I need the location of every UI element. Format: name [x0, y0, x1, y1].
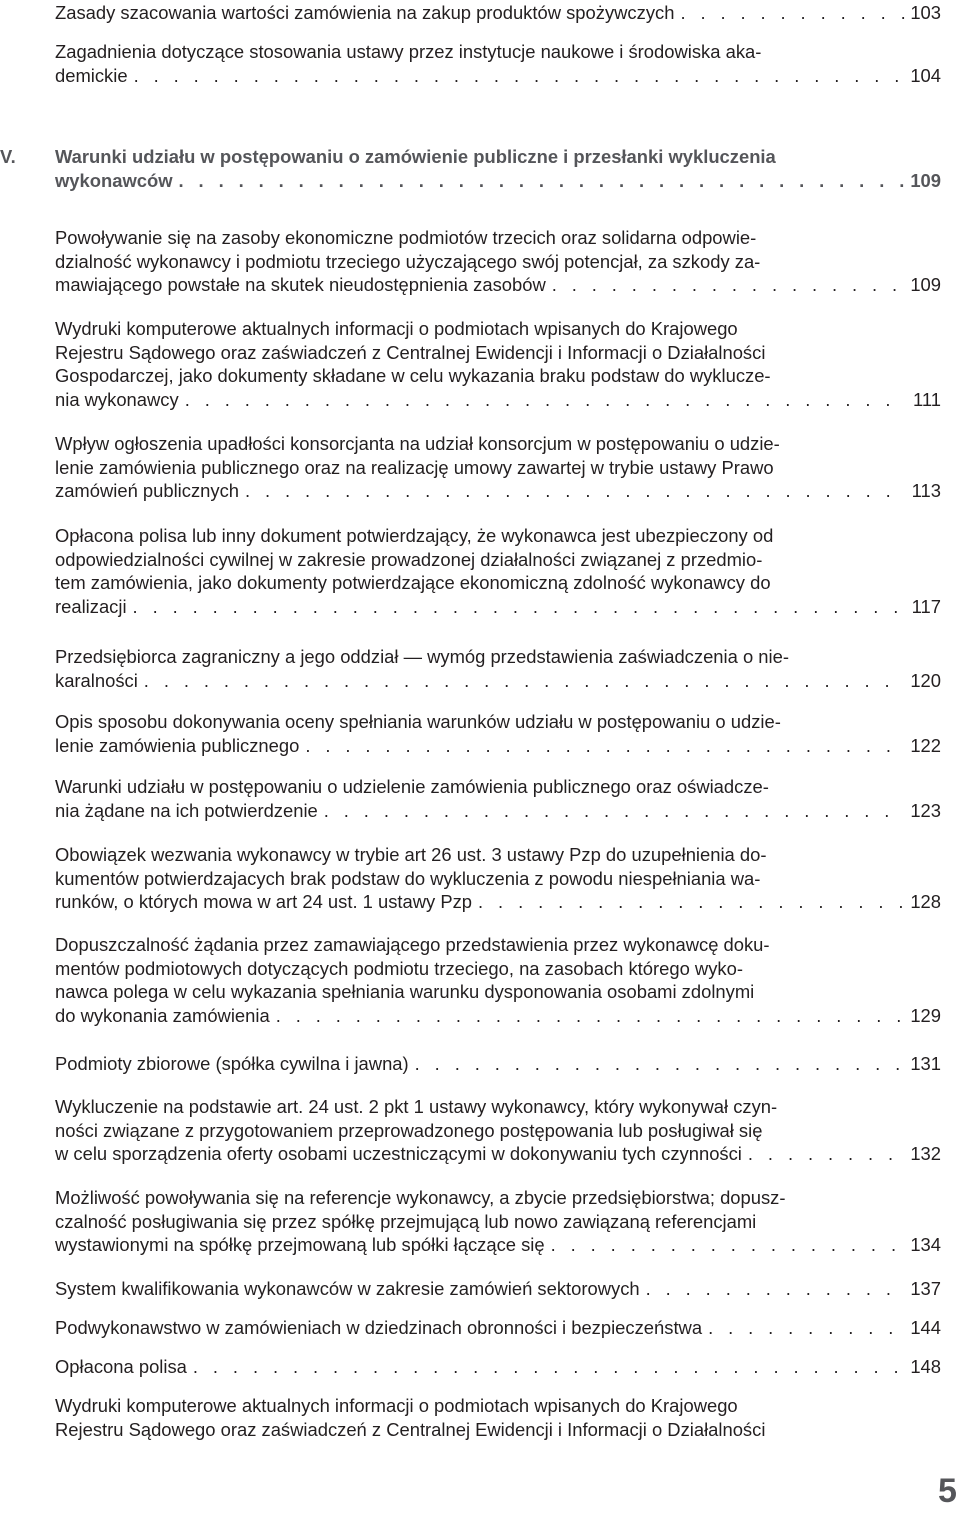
- toc-entry-last-line: [55, 169, 941, 193]
- toc-entry: [55, 933, 941, 1027]
- toc-entry-title: lenie zamówienia publicznego: [55, 734, 300, 756]
- toc-entry-line: Wydruki komputerowe aktualnych informacji o podmiotach wpisanych do Krajowego: [55, 318, 738, 339]
- toc-page-number: 111: [913, 388, 941, 410]
- toc-entry-line: Rejestru Sądowego oraz zaświadczeń z Centralnej Ewidencji i Informacji o Działalności: [55, 341, 766, 363]
- dot-leader: [127, 595, 905, 619]
- toc-entry: [55, 432, 941, 503]
- toc-chapter-entry: [0, 145, 941, 192]
- toc-entry-last-line: [55, 64, 941, 88]
- dot-leader: [299, 734, 905, 758]
- dot-leader: [472, 890, 905, 914]
- toc-entry-line: Przedsiębiorca zagraniczny a jego oddział — wymóg przedstawienia zaświadczenia o nie-: [55, 646, 789, 667]
- dot-leader: [742, 1142, 905, 1166]
- toc-entry: [55, 524, 941, 618]
- toc-page-number: 113: [911, 480, 941, 501]
- toc-entry-title: realizacji: [55, 595, 127, 617]
- toc-entry-line: Warunki udziału w postępowaniu o udzielenie zamówienia publicznego oraz oświadcze-: [55, 776, 769, 797]
- toc-entry: [55, 710, 941, 757]
- dot-leader: [270, 1004, 905, 1028]
- toc-page-number: 123: [910, 799, 941, 821]
- dot-leader: [545, 1233, 905, 1257]
- toc-entry-title: demickie: [55, 64, 128, 86]
- dot-leader: [173, 169, 905, 193]
- toc-entry: [55, 645, 941, 692]
- toc-entry-title: mawiającego powstałe na skutek nieudostępnienia zasobów: [55, 274, 546, 295]
- toc-entry-title: do wykonania zamówienia: [55, 1004, 270, 1026]
- toc-entry-line: lenie zamówienia publicznego oraz na realizację umowy zawartej w trybie ustawy Prawo: [55, 456, 774, 478]
- toc-entry: [55, 1052, 941, 1076]
- toc-entry-last-line: [55, 1277, 941, 1301]
- toc-entry-title: Podmioty zbiorowe (spółka cywilna i jawna): [55, 1053, 409, 1074]
- toc-entry: [55, 317, 941, 411]
- toc-entry-last-line: [55, 734, 941, 758]
- toc-entry: [55, 843, 941, 914]
- toc-entry-line: Zagadnienia dotyczące stosowania ustawy przez instytucje naukowe i środowiska aka-: [55, 41, 762, 62]
- toc-entry-last-line: [55, 479, 941, 503]
- toc-entry-title: w celu sporządzenia oferty osobami uczestniczącymi w dokonywaniu tych czynności: [55, 1143, 742, 1164]
- toc-entry-line: Możliwość powoływania się na referencje wykonawcy, a zbycie przedsiębiorstwa; dopusz-: [55, 1187, 786, 1208]
- toc-entry-title: Opłacona polisa: [55, 1356, 187, 1377]
- toc-page-number: 131: [910, 1053, 941, 1074]
- dot-leader: [702, 1316, 905, 1340]
- toc-entry-title: zamówień publicznych: [55, 480, 239, 501]
- toc-entry-last-line: [55, 1052, 941, 1076]
- toc-entry-title: nia wykonawcy: [55, 388, 179, 410]
- toc-entry-line: Wydruki komputerowe aktualnych informacji o podmiotach wpisanych do Krajowego: [55, 1395, 738, 1416]
- dot-leader: [318, 799, 905, 823]
- toc-entry-last-line: [55, 1233, 941, 1257]
- toc-entry-last-line: [55, 595, 941, 619]
- toc-page-number: 103: [910, 2, 941, 23]
- toc-entry-title: Zasady szacowania wartości zamówienia na zakup produktów spożywczych: [55, 2, 675, 23]
- toc-entry-last-line: [55, 669, 941, 693]
- dot-leader: [409, 1052, 905, 1076]
- dot-leader: [179, 388, 905, 412]
- dot-leader: [674, 1, 905, 25]
- dot-leader: [138, 669, 905, 693]
- toc-page-number: 109: [910, 169, 941, 191]
- toc-entry-line: mentów podmiotowych dotyczących podmiotu trzeciego, na zasobach którego wyko-: [55, 957, 743, 979]
- toc-entry-line: Powoływanie się na zasoby ekonomiczne podmiotów trzecich oraz solidarna odpowie-: [55, 227, 757, 248]
- toc-entry-title: nia żądane na ich potwierdzenie: [55, 799, 318, 821]
- toc-entry-line: tem zamówienia, jako dokumenty potwierdzające ekonomiczną zdolność wykonawcy do: [55, 572, 771, 593]
- toc-entry-title: System kwalifikowania wykonawców w zakresie zamówień sektorowych: [55, 1278, 640, 1299]
- toc-entry-line: Opis sposobu dokonywania oceny spełniania warunków udziału w postępowaniu o udzie-: [55, 711, 781, 732]
- dot-leader: [128, 64, 905, 88]
- toc-entry-line: Wpływ ogłoszenia upadłości konsorcjanta na udział konsorcjum w postępowaniu o udzie-: [55, 433, 780, 454]
- toc-entry: [55, 1394, 941, 1441]
- toc-entry-line: Rejestru Sądowego oraz zaświadczeń z Centralnej Ewidencji i Informacji o Działalności: [55, 1418, 766, 1440]
- toc-entry-last-line: [55, 799, 941, 823]
- toc-entry-last-line: [55, 388, 941, 412]
- toc-entry-title: karalności: [55, 669, 138, 691]
- toc-page-number: 132: [910, 1143, 941, 1164]
- toc-entry-title: runków, o których mowa w art 24 ust. 1 ustawy Pzp: [55, 891, 473, 912]
- toc-entry-title: wystawionymi na spółkę przejmowaną lub spółki łączące się: [55, 1234, 545, 1255]
- toc-entry-line: czalność posługiwania się przez spółkę przejmującą lub nowo zawiązaną referencjami: [55, 1210, 757, 1232]
- toc-page-number: 129: [910, 1004, 941, 1026]
- toc-entry-line: kumentów potwierdzajacych brak podstaw do wykluczenia z powodu niespełniania wa-: [55, 867, 761, 889]
- chapter-number: V.: [0, 146, 16, 167]
- toc-page-number: 148: [910, 1356, 941, 1377]
- toc-page-number: 122: [910, 734, 941, 756]
- toc-entry: [55, 1186, 941, 1257]
- toc-entry-line: Dopuszczalność żądania przez zamawiającego przedstawienia przez wykonawcę doku-: [55, 934, 770, 955]
- chapter-title: wykonawców: [55, 169, 173, 191]
- dot-leader: [187, 1355, 905, 1379]
- toc-entry-last-line: [55, 1142, 941, 1166]
- toc-entry-last-line: [55, 890, 941, 914]
- toc-entry: [55, 1095, 941, 1166]
- toc-entry-last-line: [55, 1316, 941, 1340]
- toc-entry-title: Podwykonawstwo w zamówieniach w dziedzinach obronności i bezpieczeństwa: [55, 1317, 703, 1338]
- toc-entry: [55, 1355, 941, 1379]
- toc-page-number: 104: [910, 64, 941, 86]
- toc-page-number: 134: [910, 1234, 941, 1255]
- toc-entry-line: Obowiązek wezwania wykonawcy w trybie art 26 ust. 3 ustawy Pzp do uzupełnienia do-: [55, 844, 767, 865]
- toc-page-number: 137: [910, 1278, 941, 1299]
- toc-entry-last-line: [55, 1355, 941, 1379]
- toc-page-number: 120: [910, 669, 941, 691]
- dot-leader: [239, 479, 905, 503]
- toc-entry-line: Wykluczenie na podstawie art. 24 ust. 2 pkt 1 ustawy wykonawcy, który wykonywał czyn-: [55, 1096, 778, 1117]
- toc-entry: [55, 1316, 941, 1340]
- toc-entry-line: Gospodarczej, jako dokumenty składane w celu wykazania braku podstaw do wyklucze-: [55, 365, 771, 386]
- toc-entry-last-line: [55, 1, 941, 25]
- toc-page-number: 109: [910, 274, 941, 295]
- toc-entry-last-line: [55, 1004, 941, 1028]
- dot-leader: [546, 273, 905, 297]
- chapter-title-line: Warunki udziału w postępowaniu o zamówienie publiczne i przesłanki wykluczenia: [55, 146, 776, 167]
- page-number: 5: [938, 1472, 957, 1510]
- toc-entry: [55, 775, 941, 822]
- toc-entry-line: dzialność wykonawcy i podmiotu trzeciego użyczającego swój potencjał, za szkody za-: [55, 250, 761, 272]
- toc-entry-line: Opłacona polisa lub inny dokument potwierdzający, że wykonawca jest ubezpieczony od: [55, 525, 774, 546]
- toc-entry-line: odpowiedzialności cywilnej w zakresie prowadzonej działalności związanej z przedmio-: [55, 548, 763, 570]
- toc-page-number: 128: [910, 891, 941, 912]
- toc-entry-line: nawca polega w celu wykazania spełniania warunku dysponowania osobami zdolnymi: [55, 981, 755, 1002]
- toc-entry: [55, 1277, 941, 1301]
- toc-entry-line: ności związane z przygotowaniem przeprowadzonego postępowania lub posługiwał się: [55, 1119, 763, 1141]
- toc-page-number: 144: [910, 1317, 941, 1338]
- toc-entry-last-line: [55, 273, 941, 297]
- toc-entry: [55, 40, 941, 87]
- toc-entry: [55, 1, 941, 25]
- toc-entry: [55, 226, 941, 297]
- dot-leader: [640, 1277, 905, 1301]
- toc-page-number: 117: [911, 595, 941, 617]
